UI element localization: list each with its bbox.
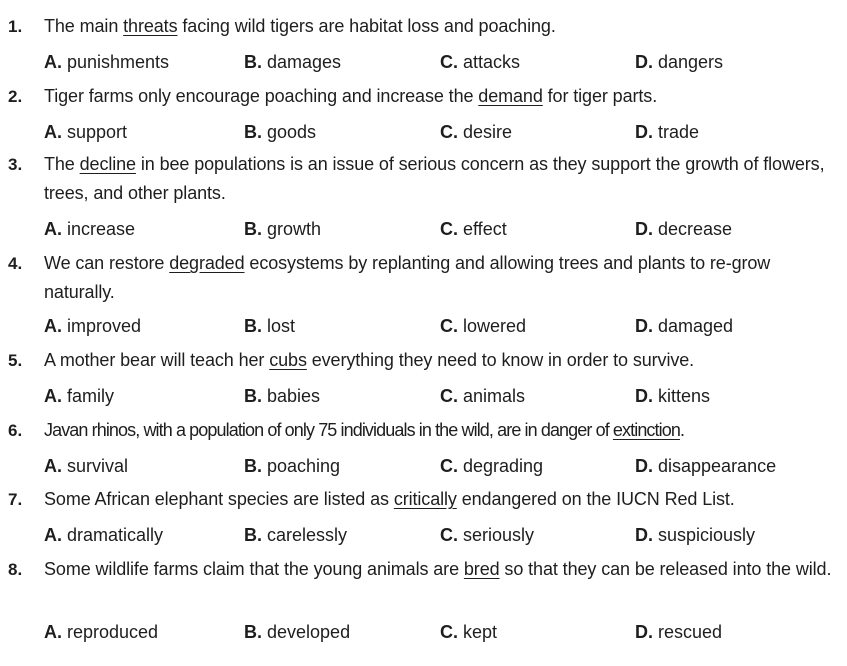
option-a[interactable]: A. reproduced <box>44 622 159 642</box>
option-a[interactable]: A. dramatically <box>44 525 164 545</box>
options-row-2 <box>0 117 847 147</box>
underlined-word: extinction <box>612 420 680 440</box>
option-d[interactable]: D. kittens <box>635 386 711 406</box>
option-a[interactable]: A. improved <box>44 316 142 336</box>
question-number: 1. <box>8 17 23 36</box>
question-text: Tiger farms only encourage poaching and increase the demand for tiger parts. <box>44 86 658 106</box>
option-b[interactable]: B. carelessly <box>244 525 348 545</box>
question-text: The main threats facing wild tigers are habitat loss and poaching. <box>44 16 556 36</box>
underlined-word: bred <box>463 559 500 579</box>
underlined-word: demand <box>478 86 543 106</box>
option-c[interactable]: C. degrading <box>440 456 544 476</box>
question-number: 3. <box>8 155 23 174</box>
options-row-6 <box>0 451 847 481</box>
option-b[interactable]: B. damages <box>244 52 342 72</box>
underlined-word: degraded <box>169 253 245 273</box>
question-number: 2. <box>8 87 23 106</box>
option-c[interactable]: C. attacks <box>440 52 521 72</box>
question-number: 4. <box>8 254 23 273</box>
option-c[interactable]: C. lowered <box>440 316 527 336</box>
question-number: 8. <box>8 560 23 579</box>
option-a[interactable]: A. survival <box>44 456 129 476</box>
option-c[interactable]: C. desire <box>440 122 513 142</box>
option-a[interactable]: A. increase <box>44 219 136 239</box>
option-b[interactable]: B. goods <box>244 122 317 142</box>
question-text: The decline in bee populations is an issue of serious concern as they support the growth of flowers, trees, and other plants. <box>44 154 825 203</box>
option-d[interactable]: D. damaged <box>635 316 734 336</box>
option-c[interactable]: C. effect <box>440 219 507 239</box>
option-d[interactable]: D. trade <box>635 122 700 142</box>
option-d[interactable]: D. decrease <box>635 219 733 239</box>
option-b[interactable]: B. lost <box>244 316 296 336</box>
options-row-7 <box>0 520 847 550</box>
question-text: We can restore degraded ecosystems by replanting and allowing trees and plants to re-grow naturally. <box>44 253 771 302</box>
question-number: 5. <box>8 351 23 370</box>
option-b[interactable]: B. babies <box>244 386 321 406</box>
question-text: Some African elephant species are listed as critically endangered on the IUCN Red List. <box>44 489 735 509</box>
options-row-1 <box>0 47 847 77</box>
option-d[interactable]: D. suspiciously <box>635 525 756 545</box>
option-b[interactable]: B. poaching <box>244 456 341 476</box>
question-number: 7. <box>8 490 23 509</box>
question-number: 6. <box>8 421 23 440</box>
option-b[interactable]: B. growth <box>244 219 322 239</box>
option-d[interactable]: D. rescued <box>635 622 723 642</box>
option-a[interactable]: A. support <box>44 122 128 142</box>
question-text: A mother bear will teach her cubs everything they need to know in order to survive. <box>44 350 695 370</box>
options-row-8 <box>0 617 847 647</box>
options-row-3 <box>0 214 847 244</box>
question-text: Some wildlife farms claim that the young animals are bred so that they can be released into the wild. <box>44 559 832 579</box>
question-text: Javan rhinos, with a population of only 75 individuals in the wild, are in danger of extinction. <box>44 420 685 440</box>
option-c[interactable]: C. seriously <box>440 525 535 545</box>
underlined-word: cubs <box>269 350 307 370</box>
option-a[interactable]: A. family <box>44 386 115 406</box>
options-row-5 <box>0 381 847 411</box>
option-d[interactable]: D. dangers <box>635 52 724 72</box>
option-b[interactable]: B. developed <box>244 622 351 642</box>
underlined-word: threats <box>123 16 178 36</box>
option-c[interactable]: C. kept <box>440 622 498 642</box>
underlined-word: decline <box>79 154 136 174</box>
underlined-word: critically <box>393 489 457 509</box>
option-a[interactable]: A. punishments <box>44 52 170 72</box>
option-c[interactable]: C. animals <box>440 386 526 406</box>
option-d[interactable]: D. disappearance <box>635 456 777 476</box>
options-row-4 <box>0 311 847 341</box>
